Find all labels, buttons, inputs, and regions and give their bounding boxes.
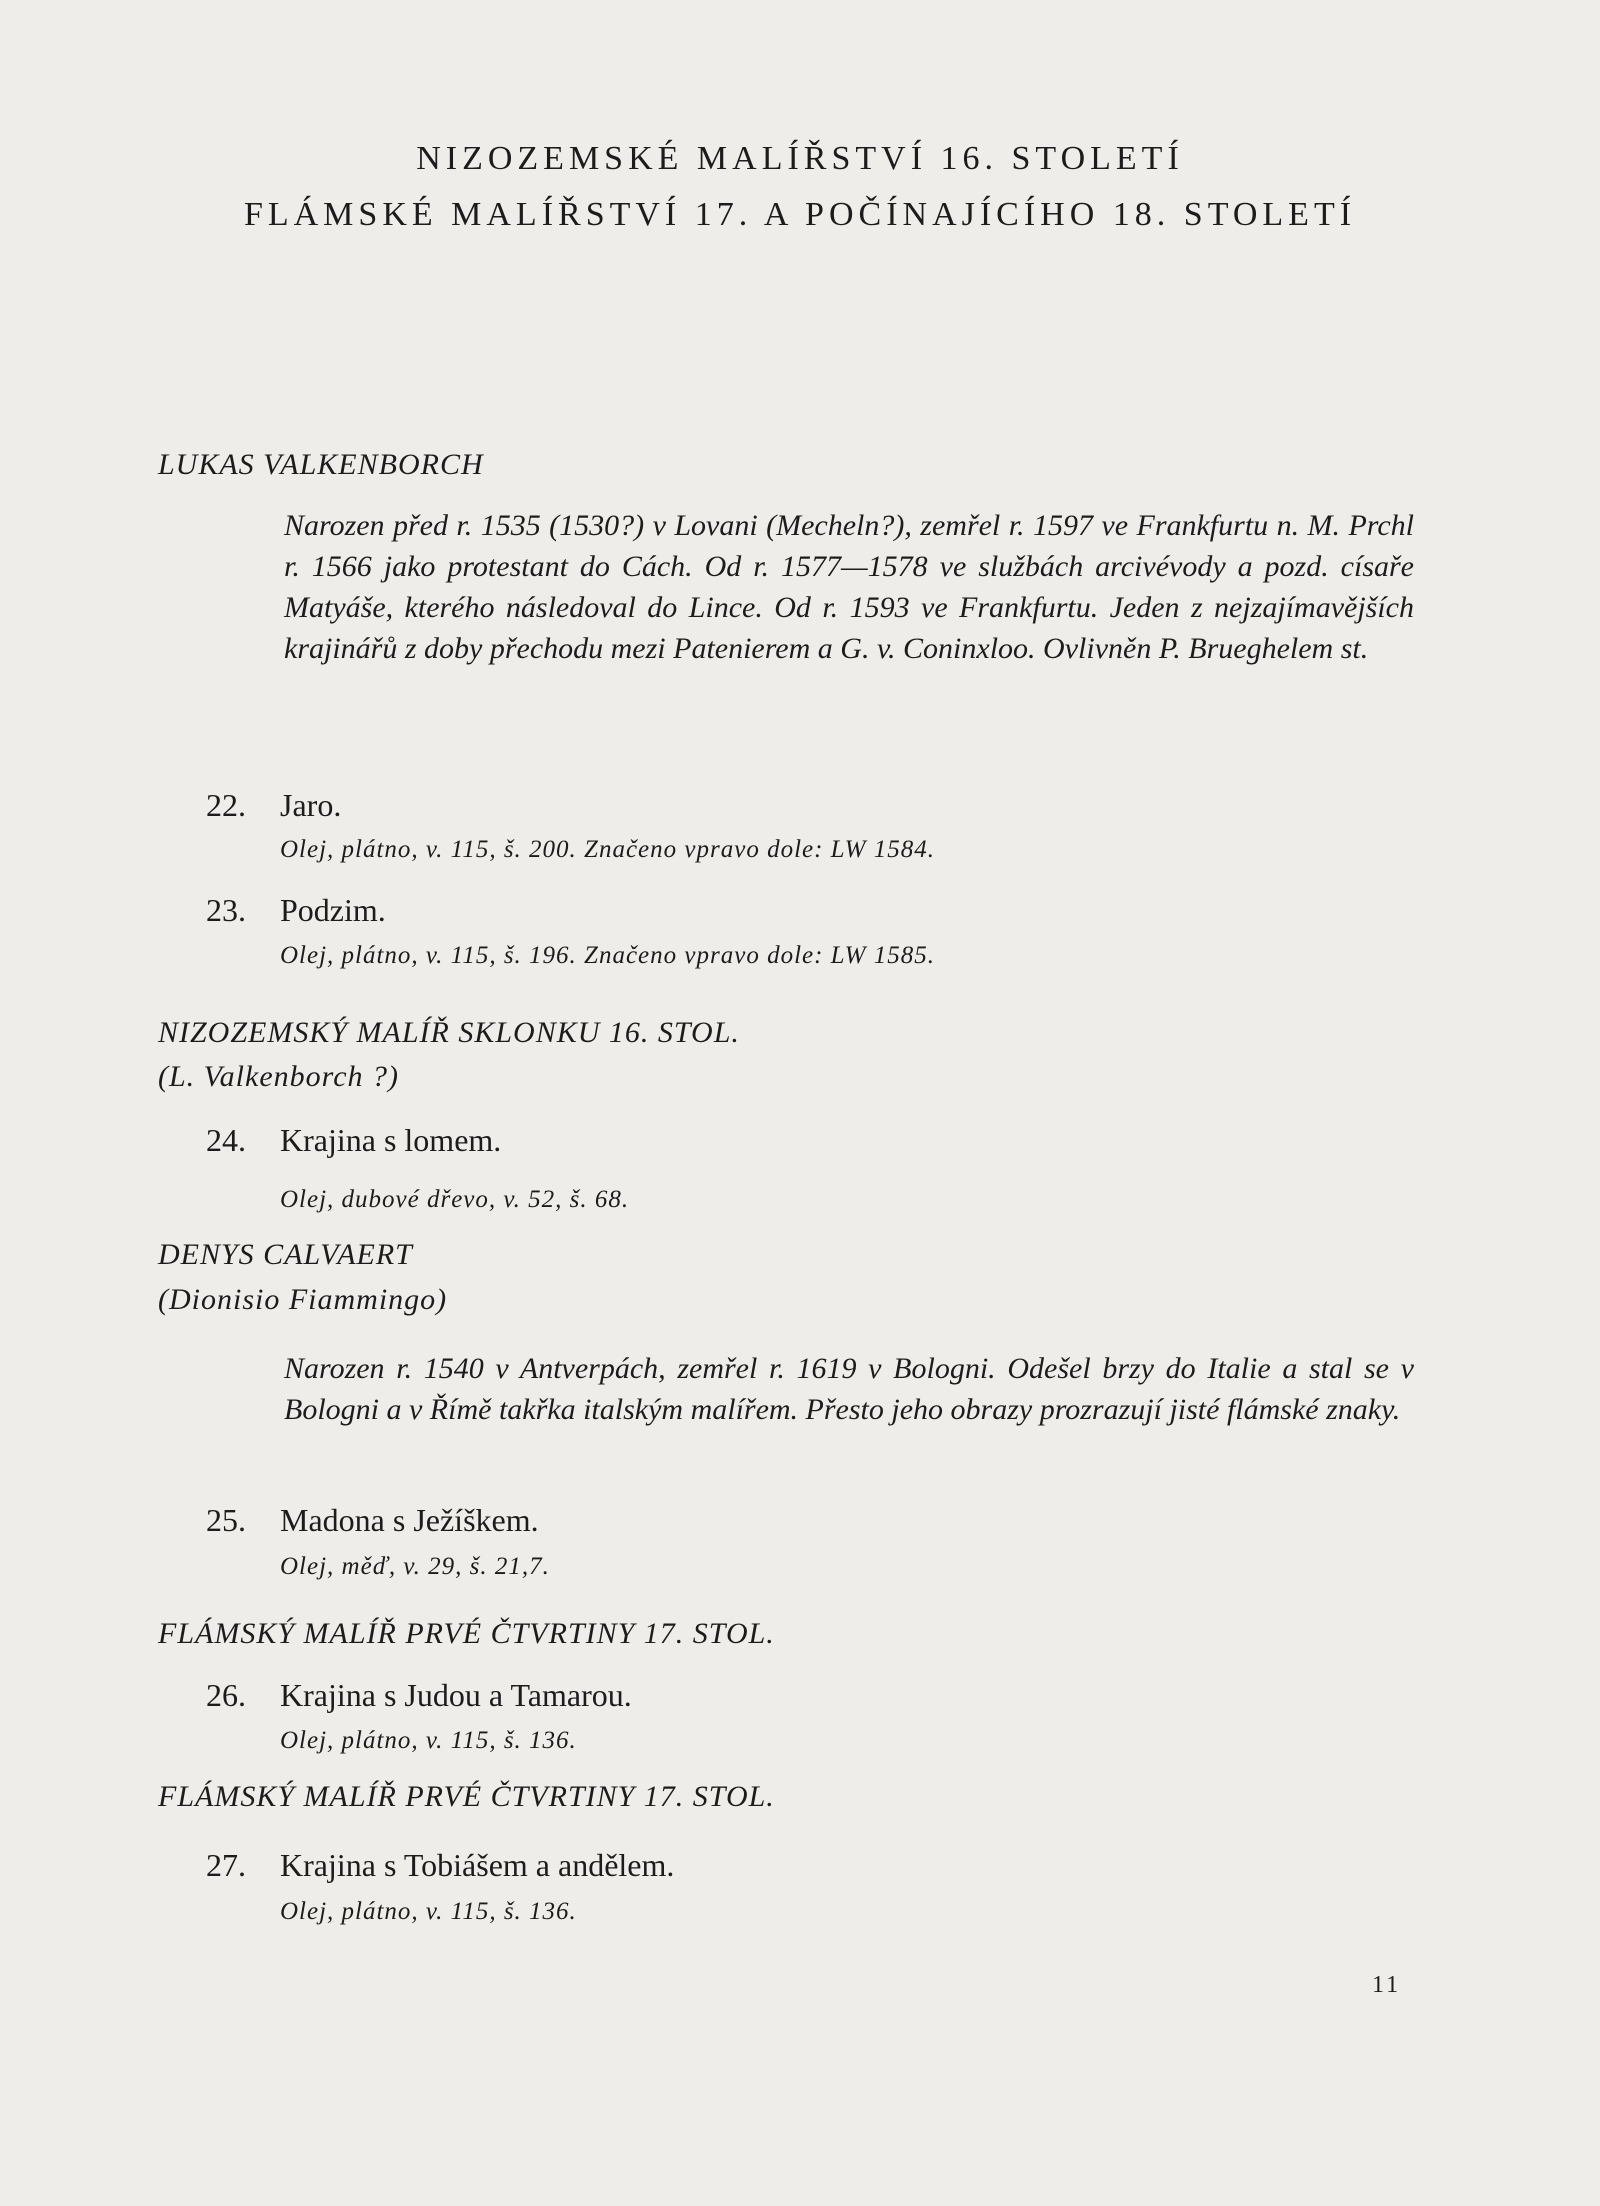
entry-title: Jaro. — [280, 787, 342, 823]
entry-title: Krajina s lomem. — [280, 1122, 502, 1158]
catalogue-entry — [206, 1847, 674, 1884]
author-name: DENYS CALVAERT — [158, 1238, 413, 1271]
catalogue-entry — [206, 787, 341, 824]
entry-number: 26. — [206, 1677, 246, 1713]
entry-title: Podzim. — [280, 892, 386, 928]
author-name: FLÁMSKÝ MALÍŘ PRVÉ ČTVRTINY 17. STOL. — [158, 1617, 775, 1650]
heading-line-1: NIZOZEMSKÉ MALÍŘSTVÍ 16. STOLETÍ — [416, 140, 1184, 177]
author-biography — [284, 1348, 1414, 1430]
catalogue-entry — [206, 1122, 501, 1159]
page-number: 11 — [1372, 1972, 1402, 1998]
entry-number: 24. — [206, 1122, 246, 1158]
author-attribution: (L. Valkenborch ?) — [158, 1060, 400, 1093]
entry-details: Olej, plátno, v. 115, š. 136. — [280, 1898, 577, 1925]
biography-text: Narozen před r. 1535 (1530?) v Lovani (Mecheln?), zemřel r. 1597 ve Frankfurtu n. M. Prchl r. 1566 jako protestant do Cách. Od r. 1577—1578 ve službách arcivévody a pozd. císaře Matyáše, kterého následoval do Lince. Od r. 1593 ve Frankfurtu. Jeden z nejzajímavějších krajinářů z doby přechodu mezi Patenierem a G. v. Coninxloo. Ovlivněn P. Brueghelem st. — [284, 509, 1414, 665]
entry-number: 27. — [206, 1847, 246, 1883]
author-biography — [284, 505, 1414, 669]
entry-details: Olej, dubové dřevo, v. 52, š. 68. — [280, 1186, 630, 1213]
entry-title: Madona s Ježíškem. — [280, 1502, 539, 1538]
entry-details: Olej, plátno, v. 115, š. 200. Značeno vpravo dole: LW 1584. — [280, 836, 935, 863]
entry-title: Krajina s Judou a Tamarou. — [280, 1677, 632, 1713]
entry-details: Olej, měď, v. 29, š. 21,7. — [280, 1553, 550, 1580]
entry-number: 25. — [206, 1502, 246, 1538]
entry-details: Olej, plátno, v. 115, š. 196. Značeno vpravo dole: LW 1585. — [280, 942, 935, 969]
heading-line-2: FLÁMSKÉ MALÍŘSTVÍ 17. A POČÍNAJÍCÍHO 18. STOLETÍ — [243, 196, 1357, 233]
entry-details: Olej, plátno, v. 115, š. 136. — [280, 1727, 577, 1754]
entry-number: 23. — [206, 892, 246, 928]
author-name: LUKAS VALKENBORCH — [158, 448, 484, 481]
catalogue-entry — [206, 892, 386, 929]
entry-number: 22. — [206, 787, 246, 823]
author-name: FLÁMSKÝ MALÍŘ PRVÉ ČTVRTINY 17. STOL. — [158, 1780, 775, 1813]
entry-title: Krajina s Tobiášem a andělem. — [280, 1847, 675, 1883]
author-alias: (Dionisio Fiammingo) — [158, 1283, 448, 1316]
catalogue-entry — [206, 1677, 632, 1714]
biography-text: Narozen r. 1540 v Antverpách, zemřel r. 1619 v Bologni. Odešel brzy do Italie a stal se v Bologni a v Římě takřka italským malířem. Přesto jeho obrazy prozrazují jisté flámské znaky. — [284, 1352, 1414, 1426]
author-name: NIZOZEMSKÝ MALÍŘ SKLONKU 16. STOL. — [158, 1016, 740, 1049]
catalogue-entry — [206, 1502, 539, 1539]
